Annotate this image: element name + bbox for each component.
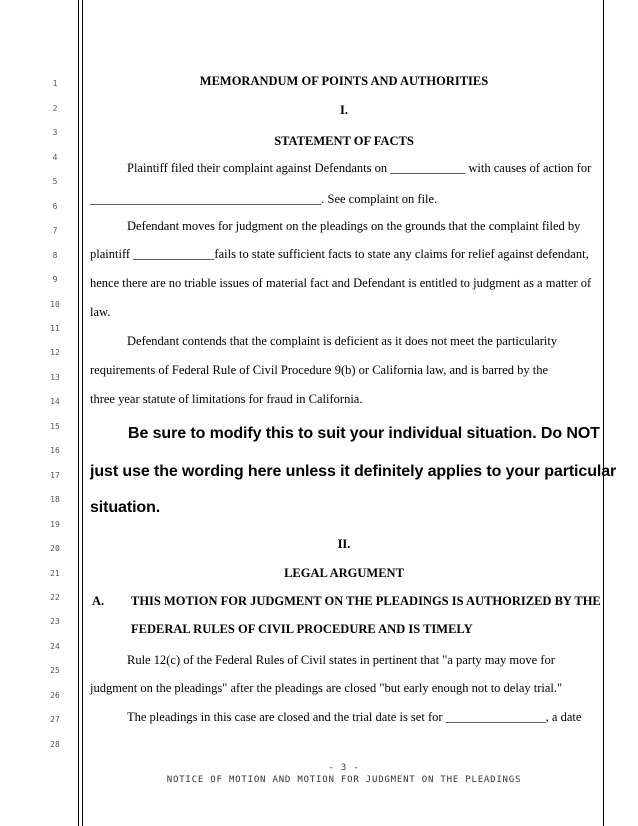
line-number: 22 [50,593,60,602]
line-number: 2 [52,104,58,113]
line-number: 12 [50,348,60,357]
line-number: 27 [50,715,60,724]
memo-title: MEMORANDUM OF POINTS AND AUTHORITIES [199,74,489,88]
argument-paragraph-1-line-2: judgment on the pleadings" after the pleadings are closed "but early enough not to delay trial." [90,681,563,695]
facts-paragraph-2-line-2: plaintiff _____________fails to state sufficient facts to state any claims for relief against defendant, [90,247,589,261]
line-number: 11 [50,324,60,333]
argument-paragraph-1-line-1: Rule 12(c) of the Federal Rules of Civil states in pertinent that "a party may move for [127,653,555,667]
line-number: 13 [50,373,60,382]
line-number: 23 [50,617,60,626]
subsection-a-heading-line-2: FEDERAL RULES OF CIVIL PROCEDURE AND IS TIMELY [131,622,473,636]
facts-paragraph-3-line-1: Defendant contends that the complaint is deficient as it does not meet the particularity [127,334,558,348]
facts-paragraph-1-line-2: _____________________________________. See complaint on file. [90,192,438,206]
section-number-2: II. [337,537,351,551]
left-margin-rule-outer [78,0,79,826]
subsection-letter-a: A. [92,594,105,608]
line-number: 25 [50,666,60,675]
page-number: - 3 - [328,763,360,773]
facts-paragraph-2-line-1: Defendant moves for judgment on the pleadings on the grounds that the complaint filed by [127,219,581,233]
line-number: 3 [52,128,58,137]
right-margin-rule [603,0,604,826]
line-number: 1 [52,79,58,88]
notice-line-2: just use the wording here unless it definitely applies to your particular [90,463,617,480]
line-number: 15 [50,422,60,431]
line-number: 20 [50,544,60,553]
subsection-a-heading-line-1: THIS MOTION FOR JUDGMENT ON THE PLEADINGS IS AUTHORIZED BY THE [131,594,601,608]
facts-paragraph-2-line-3: hence there are no triable issues of material fact and Defendant is entitled to judgment as a matter of [90,276,592,290]
line-number: 21 [50,569,60,578]
line-number: 19 [50,520,60,529]
notice-line-1: Be sure to modify this to suit your individual situation. Do NOT [128,425,600,442]
footer-caption: NOTICE OF MOTION AND MOTION FOR JUDGMENT ON THE PLEADINGS [166,775,522,785]
line-number: 10 [50,300,60,309]
argument-paragraph-2-line-1: The pleadings in this case are closed and the trial date is set for ________________, a date [127,710,582,724]
section-title-argument: LEGAL ARGUMENT [284,566,404,580]
line-number: 17 [50,471,60,480]
line-number: 28 [50,740,60,749]
line-number: 6 [52,202,58,211]
section-title-facts: STATEMENT OF FACTS [274,134,414,148]
line-number: 24 [50,642,60,651]
line-number: 4 [52,153,58,162]
facts-paragraph-3-line-2: requirements of Federal Rule of Civil Procedure 9(b) or California law, and is barred by the [90,363,549,377]
left-margin-rule-inner [82,0,83,826]
facts-paragraph-2-line-4: law. [90,305,111,319]
line-number: 18 [50,495,60,504]
facts-paragraph-1-line-1: Plaintiff filed their complaint against Defendants on ____________ with causes of action for [127,161,592,175]
line-number: 9 [52,275,58,284]
notice-line-3: situation. [90,499,161,516]
line-number: 26 [50,691,60,700]
line-number: 8 [52,251,58,260]
line-number: 7 [52,226,58,235]
line-number: 16 [50,446,60,455]
line-number: 14 [50,397,60,406]
line-number: 5 [52,177,58,186]
section-number-1: I. [340,103,348,117]
facts-paragraph-3-line-3: three year statute of limitations for fraud in California. [90,392,363,406]
